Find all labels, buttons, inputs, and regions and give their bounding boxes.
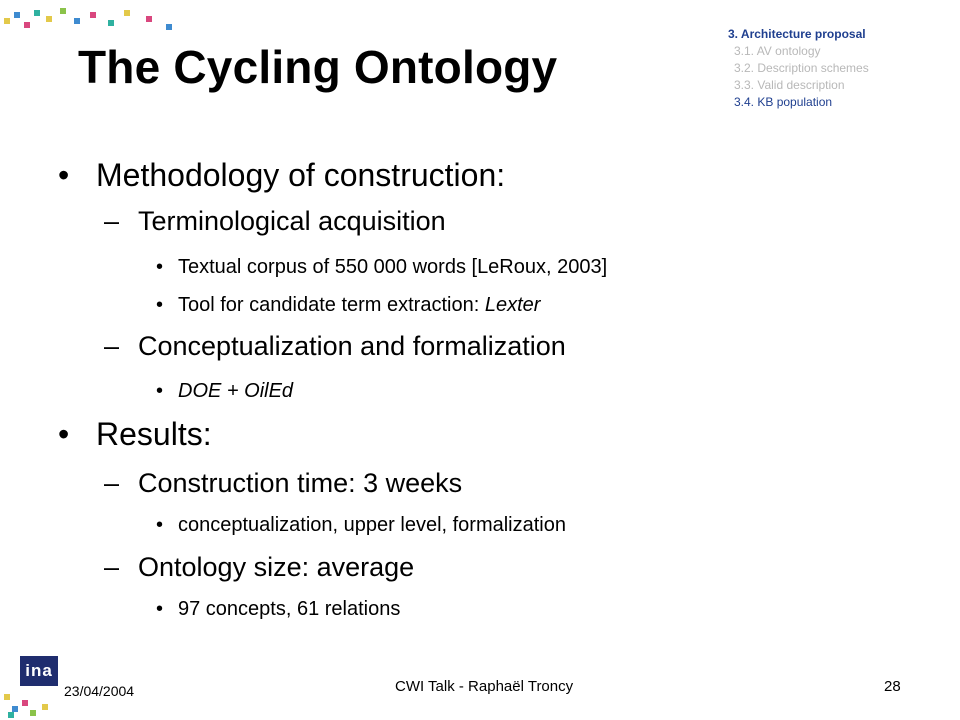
sub-bullet-construction-time <box>104 468 463 499</box>
slide-title: The Cycling Ontology <box>78 41 558 93</box>
sub-bullet-ontology-size <box>104 552 415 583</box>
point-text: 97 concepts, 61 relations <box>178 598 401 620</box>
point-tool <box>156 294 541 317</box>
dot-symbol: • <box>156 256 164 278</box>
footer-author: CWI Talk - Raphaël Troncy <box>395 678 574 695</box>
point-corpus <box>156 256 608 279</box>
dash-symbol: – <box>104 206 120 236</box>
dot-symbol: • <box>156 294 164 316</box>
sub-bullet-terminological <box>104 206 446 237</box>
dash-symbol: – <box>104 468 120 498</box>
bullet-methodology <box>58 157 506 194</box>
dot-symbol: • <box>156 598 164 620</box>
outline-item: 3.2. Description schemes <box>734 61 869 75</box>
bullet-text: Results: <box>96 416 212 452</box>
decorative-confetti-bottom <box>0 680 60 720</box>
ina-logo: ina <box>20 656 58 686</box>
bullet-symbol: • <box>58 416 70 452</box>
point-text-italic: Lexter <box>484 294 541 316</box>
decorative-confetti-top <box>0 0 180 30</box>
point-phases <box>156 514 566 537</box>
sub-bullet-text: Terminological acquisition <box>138 206 446 236</box>
section-outline <box>728 26 869 111</box>
bullet-symbol: • <box>58 157 70 193</box>
outline-item: 3.1. AV ontology <box>734 44 821 58</box>
point-text: DOE + OilEd <box>178 380 294 402</box>
sub-bullet-text: Conceptualization and formalization <box>138 331 566 361</box>
sub-bullet-text: Construction time: 3 weeks <box>138 468 463 498</box>
point-size-numbers <box>156 598 401 621</box>
footer-date: 23/04/2004 <box>64 683 135 699</box>
page-number: 28 <box>884 678 901 695</box>
bullet-text: Methodology of construction: <box>96 157 506 193</box>
outline-item-active: 3.4. KB population <box>734 95 833 109</box>
point-tools-used <box>156 380 294 403</box>
point-text: Textual corpus of 550 000 words [LeRoux, 2003] <box>178 256 608 278</box>
sub-bullet-text: Ontology size: average <box>138 552 415 582</box>
dot-symbol: • <box>156 380 164 402</box>
point-text: Tool for candidate term extraction: <box>178 294 485 316</box>
dash-symbol: – <box>104 331 120 361</box>
bullet-results <box>58 416 212 453</box>
outline-heading: 3. Architecture proposal <box>728 27 866 41</box>
dot-symbol: • <box>156 514 164 536</box>
sub-bullet-conceptualization <box>104 331 566 362</box>
dash-symbol: – <box>104 552 120 582</box>
point-text: conceptualization, upper level, formalization <box>178 514 566 536</box>
outline-item: 3.3. Valid description <box>734 78 845 92</box>
